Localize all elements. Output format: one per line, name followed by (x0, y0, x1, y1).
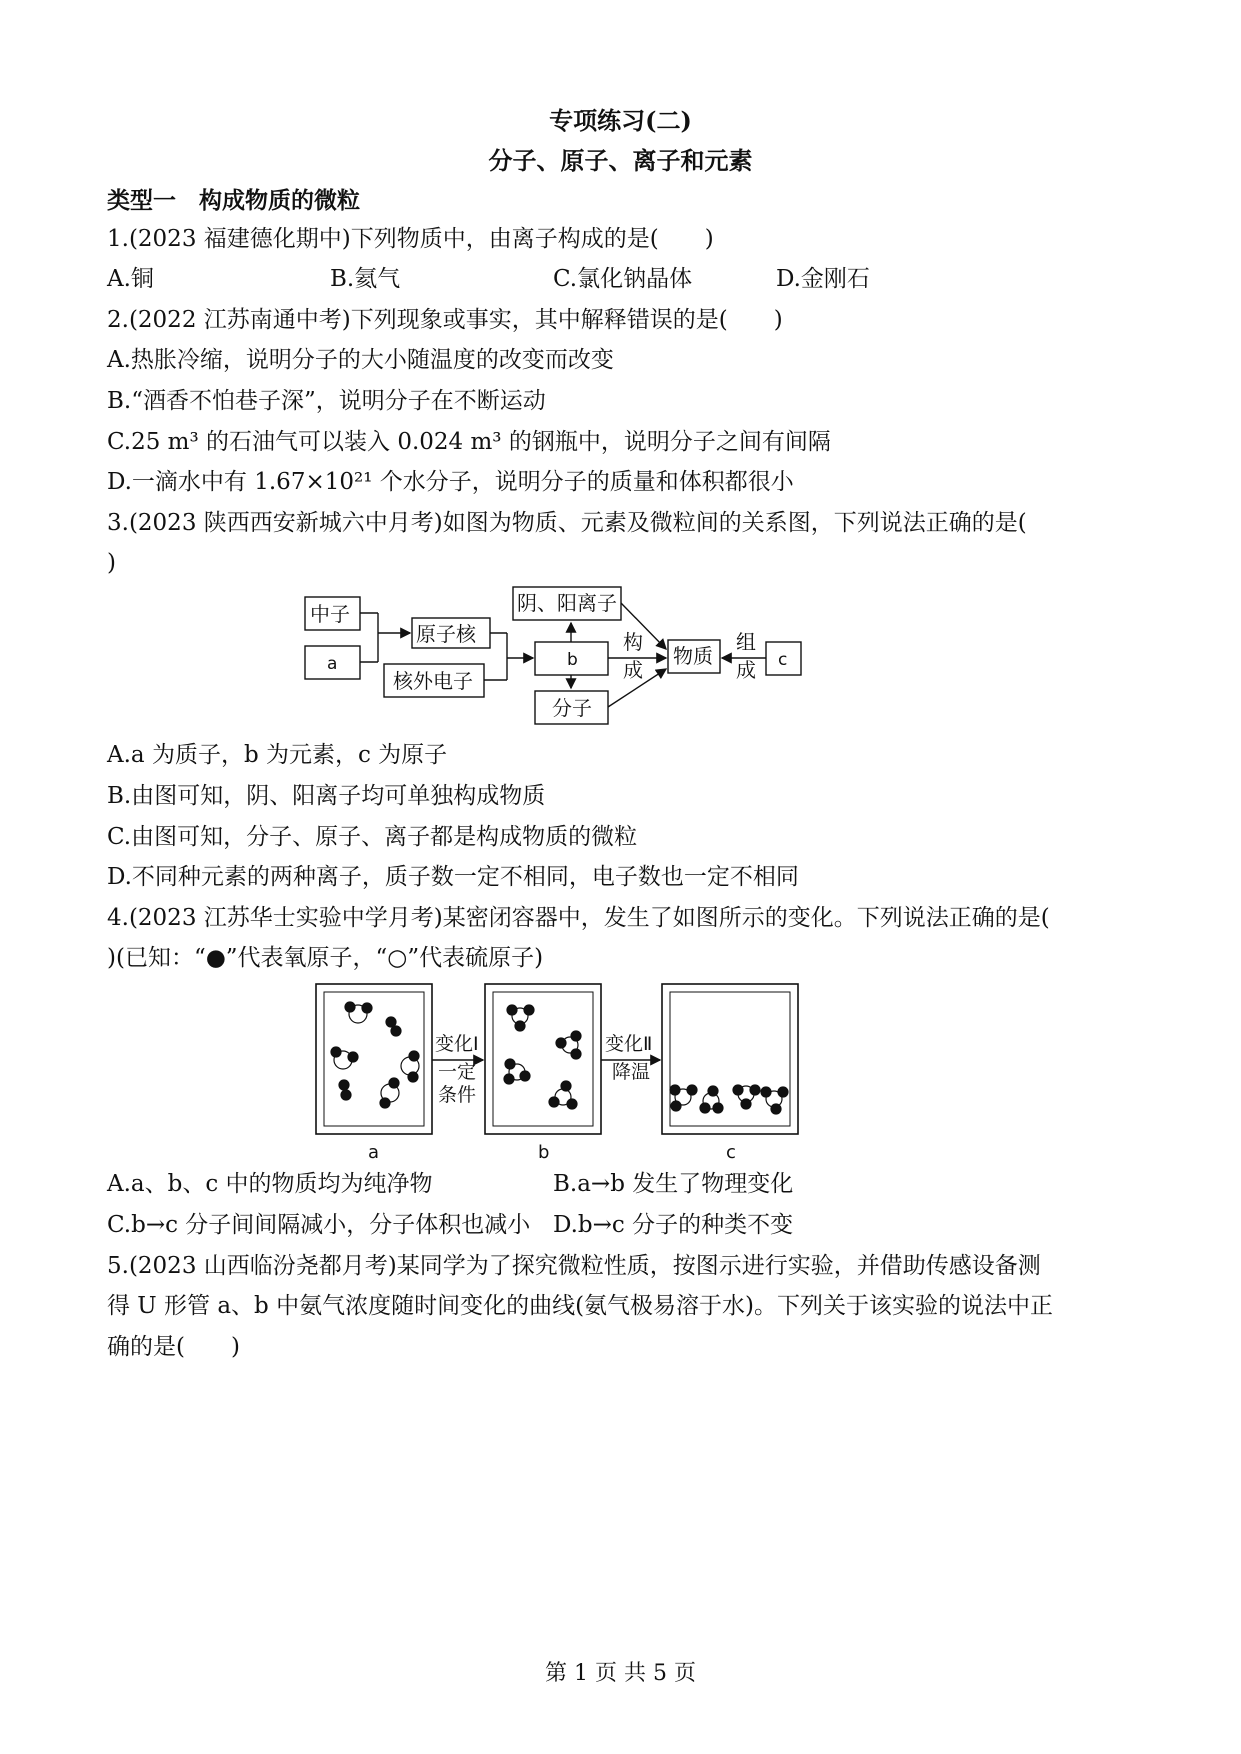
label-cooling: 降温 (612, 1061, 651, 1083)
container-a-molecules (331, 1002, 419, 1108)
q1-option-b: B.氦气 (330, 266, 401, 292)
q4-option-d: D.b→c 分子的种类不变 (553, 1212, 794, 1238)
container-b-molecules (504, 1005, 581, 1109)
q2-option-b: B.“酒香不怕巷子深”，说明分子在不断运动 (107, 388, 546, 414)
particle-relationship-diagram (300, 585, 810, 727)
q4-stem-end: )(已知：“●”代表氧原子，“○”代表硫原子) (107, 945, 544, 971)
label-container-b: b (538, 1142, 550, 1163)
label-neutron: 中子 (310, 602, 350, 626)
q3-option-d: D.不同种元素的两种离子，质子数一定不相同，电子数也一定不相同 (107, 864, 799, 890)
q4-option-b: B.a→b 发生了物理变化 (553, 1171, 794, 1197)
label-nucleus: 原子核 (416, 622, 476, 646)
q1-option-a: A.铜 (107, 266, 154, 292)
label-substance: 物质 (673, 644, 713, 668)
molecule-change-diagram (310, 980, 806, 1165)
label-electron: 核外电子 (393, 669, 473, 693)
label-compose-1: 构 (623, 630, 643, 654)
page-subtitle: 分子、原子、离子和元素 (488, 146, 753, 175)
container-b (485, 984, 601, 1134)
label-form-1: 组 (736, 630, 756, 654)
label-change-2: 变化Ⅱ (605, 1033, 653, 1055)
q1-option-d: D.金刚石 (776, 266, 870, 292)
q1-stem: 1.(2023 福建德化期中)下列物质中，由离子构成的是( ) (107, 226, 714, 252)
section-heading: 类型一 构成物质的微粒 (107, 187, 360, 214)
label-condition-2: 条件 (438, 1084, 477, 1106)
q3-stem-end: ) (107, 550, 116, 576)
q5-stem-line-2: 得 U 形管 a、b 中氨气浓度随时间变化的曲线(氨气极易溶于水)。下列关于该实验的说法中正 (107, 1293, 1054, 1319)
label-condition-1: 一定 (438, 1061, 477, 1083)
q2-option-d: D.一滴水中有 1.67×10²¹ 个水分子，说明分子的质量和体积都很小 (107, 469, 794, 495)
label-compose-2: 成 (623, 658, 643, 682)
label-ions: 阴、阳离子 (517, 591, 617, 615)
q4-option-a: A.a、b、c 中的物质均为纯净物 (107, 1171, 433, 1197)
container-c-molecules (670, 1085, 788, 1114)
page-title: 专项练习(二) (549, 106, 692, 135)
q3-option-a: A.a 为质子，b 为元素，c 为原子 (107, 742, 448, 768)
label-container-a: a (368, 1142, 380, 1163)
q2-option-a: A.热胀冷缩，说明分子的大小随温度的改变而改变 (107, 347, 614, 373)
q2-option-c: C.25 m³ 的石油气可以装入 0.024 m³ 的钢瓶中，说明分子之间有间隔 (107, 429, 831, 455)
q4-option-c: C.b→c 分子间间隔减小，分子体积也减小 (107, 1212, 531, 1238)
q4-stem: 4.(2023 江苏华士实验中学月考)某密闭容器中，发生了如图所示的变化。下列说法正确的是( (107, 905, 1050, 931)
label-change-1: 变化Ⅰ (435, 1033, 479, 1055)
label-b: b (567, 650, 578, 670)
label-a: a (327, 654, 338, 674)
q3-option-b: B.由图可知，阴、阳离子均可单独构成物质 (107, 783, 546, 809)
q1-option-c: C.氯化钠晶体 (553, 266, 693, 292)
q5-stem-line-1: 5.(2023 山西临汾尧都月考)某同学为了探究微粒性质，按图示进行实验，并借助传感设备测 (107, 1253, 1041, 1279)
q5-stem-line-3: 确的是( ) (107, 1334, 240, 1360)
q3-stem: 3.(2023 陕西西安新城六中月考)如图为物质、元素及微粒间的关系图，下列说法正确的是( (107, 510, 1027, 536)
label-form-2: 成 (736, 658, 756, 682)
page-footer: 第 1 页 共 5 页 (545, 1661, 696, 1686)
q2-stem: 2.(2022 江苏南通中考)下列现象或事实，其中解释错误的是( ) (107, 307, 783, 333)
label-container-c: c (726, 1142, 736, 1163)
q3-option-c: C.由图可知，分子、原子、离子都是构成物质的微粒 (107, 824, 638, 850)
label-c: c (778, 650, 788, 670)
label-molecule: 分子 (552, 696, 592, 720)
